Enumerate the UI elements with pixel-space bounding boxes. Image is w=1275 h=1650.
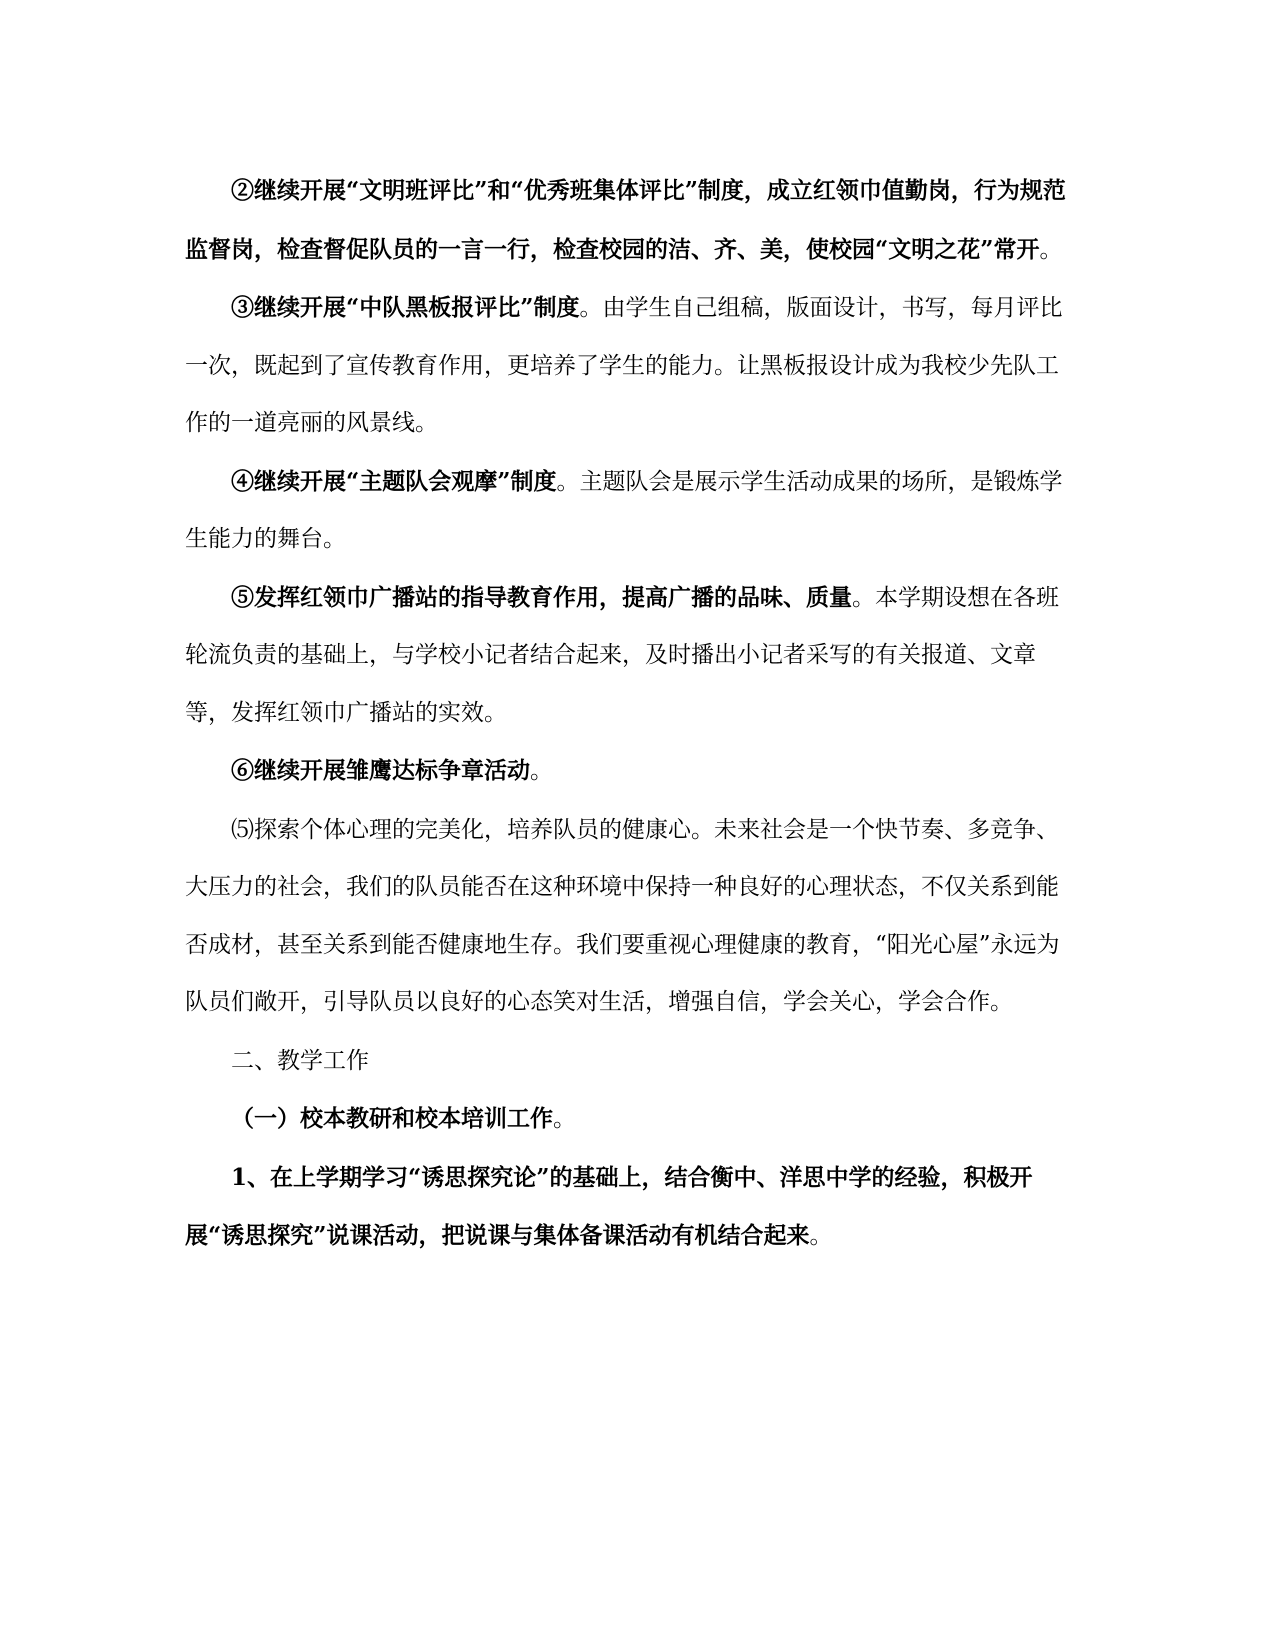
paragraph-bold-text: ②继续开展“文明班评比”和“优秀班集体评比”制度，成立红领巾值勤岗，行为规范监督岗，检查督促队员的一言一行，检查校园的洁、齐、美，使校园“文明之花”常开 xyxy=(185,177,1066,263)
paragraph-text: 二、教学工作 xyxy=(231,1047,369,1074)
paragraph-bold-text: （一）校本教研和校本培训工作 xyxy=(231,1105,553,1132)
paragraph-item-6 xyxy=(185,742,1075,801)
paragraph-bold-text: ④继续开展“主题队会观摩”制度 xyxy=(231,467,557,495)
paragraph-item-4 xyxy=(185,453,1075,569)
paragraph-item-2 xyxy=(185,162,1075,279)
paragraph-text: 。 xyxy=(530,758,553,784)
paragraph-text: ⑸探索个体心理的完美化，培养队员的健康心。未来社会是一个快节奏、多竞争、大压力的社会，我们的队员能否在这种环境中保持一种良好的心理状态，不仅关系到能否成材，甚至关系到能否健康地生存。我们要重视心理健康的教育，“阳光心屋”永远为队员们敞开，引导队员以良好的心态笑对生活，增强自信，学会关心，学会合作。 xyxy=(185,816,1060,1015)
document-body xyxy=(185,162,1075,1266)
paragraph-text: 。主题队会是展示学生活动成果的场所，是锻炼学生能力的舞台。 xyxy=(185,468,1063,552)
paragraph-text: 。 xyxy=(1039,236,1063,263)
paragraph-text: 。 xyxy=(553,1106,576,1132)
paragraph-bold-text: ③继续开展“中队黑板报评比”制度 xyxy=(231,294,580,321)
paragraph-bold-text: 1、在上学期学习“诱思探究论”的基础上，结合衡中、洋思中学的经验，积极开展“诱思探究”说课活动，把说课与集体备课活动有机结合起来 xyxy=(185,1163,1033,1249)
subsection-heading-research xyxy=(185,1090,1075,1149)
paragraph-text: 。本学期设想在各班轮流负责的基础上，与学校小记者结合起来，及时播出小记者采写的有关报道、文章等，发挥红领巾广播站的实效。 xyxy=(185,584,1059,726)
paragraph-mental-health xyxy=(185,801,1075,1032)
paragraph-text: 。由学生自己组稿，版面设计，书写，每月评比一次，既起到了宣传教育作用，更培养了学生的能力。让黑板报设计成为我校少先队工作的一道亮丽的风景线。 xyxy=(185,295,1063,436)
paragraph-item-1-lecture xyxy=(185,1149,1075,1266)
section-heading-teaching xyxy=(185,1032,1075,1091)
paragraph-bold-text: ⑥继续开展雏鹰达标争章活动 xyxy=(231,757,530,784)
paragraph-bold-text: ⑤发挥红领巾广播站的指导教育作用，提高广播的品味、质量 xyxy=(231,583,852,611)
paragraph-text: 。 xyxy=(809,1223,833,1249)
paragraph-item-3 xyxy=(185,279,1075,453)
paragraph-item-5 xyxy=(185,569,1075,743)
